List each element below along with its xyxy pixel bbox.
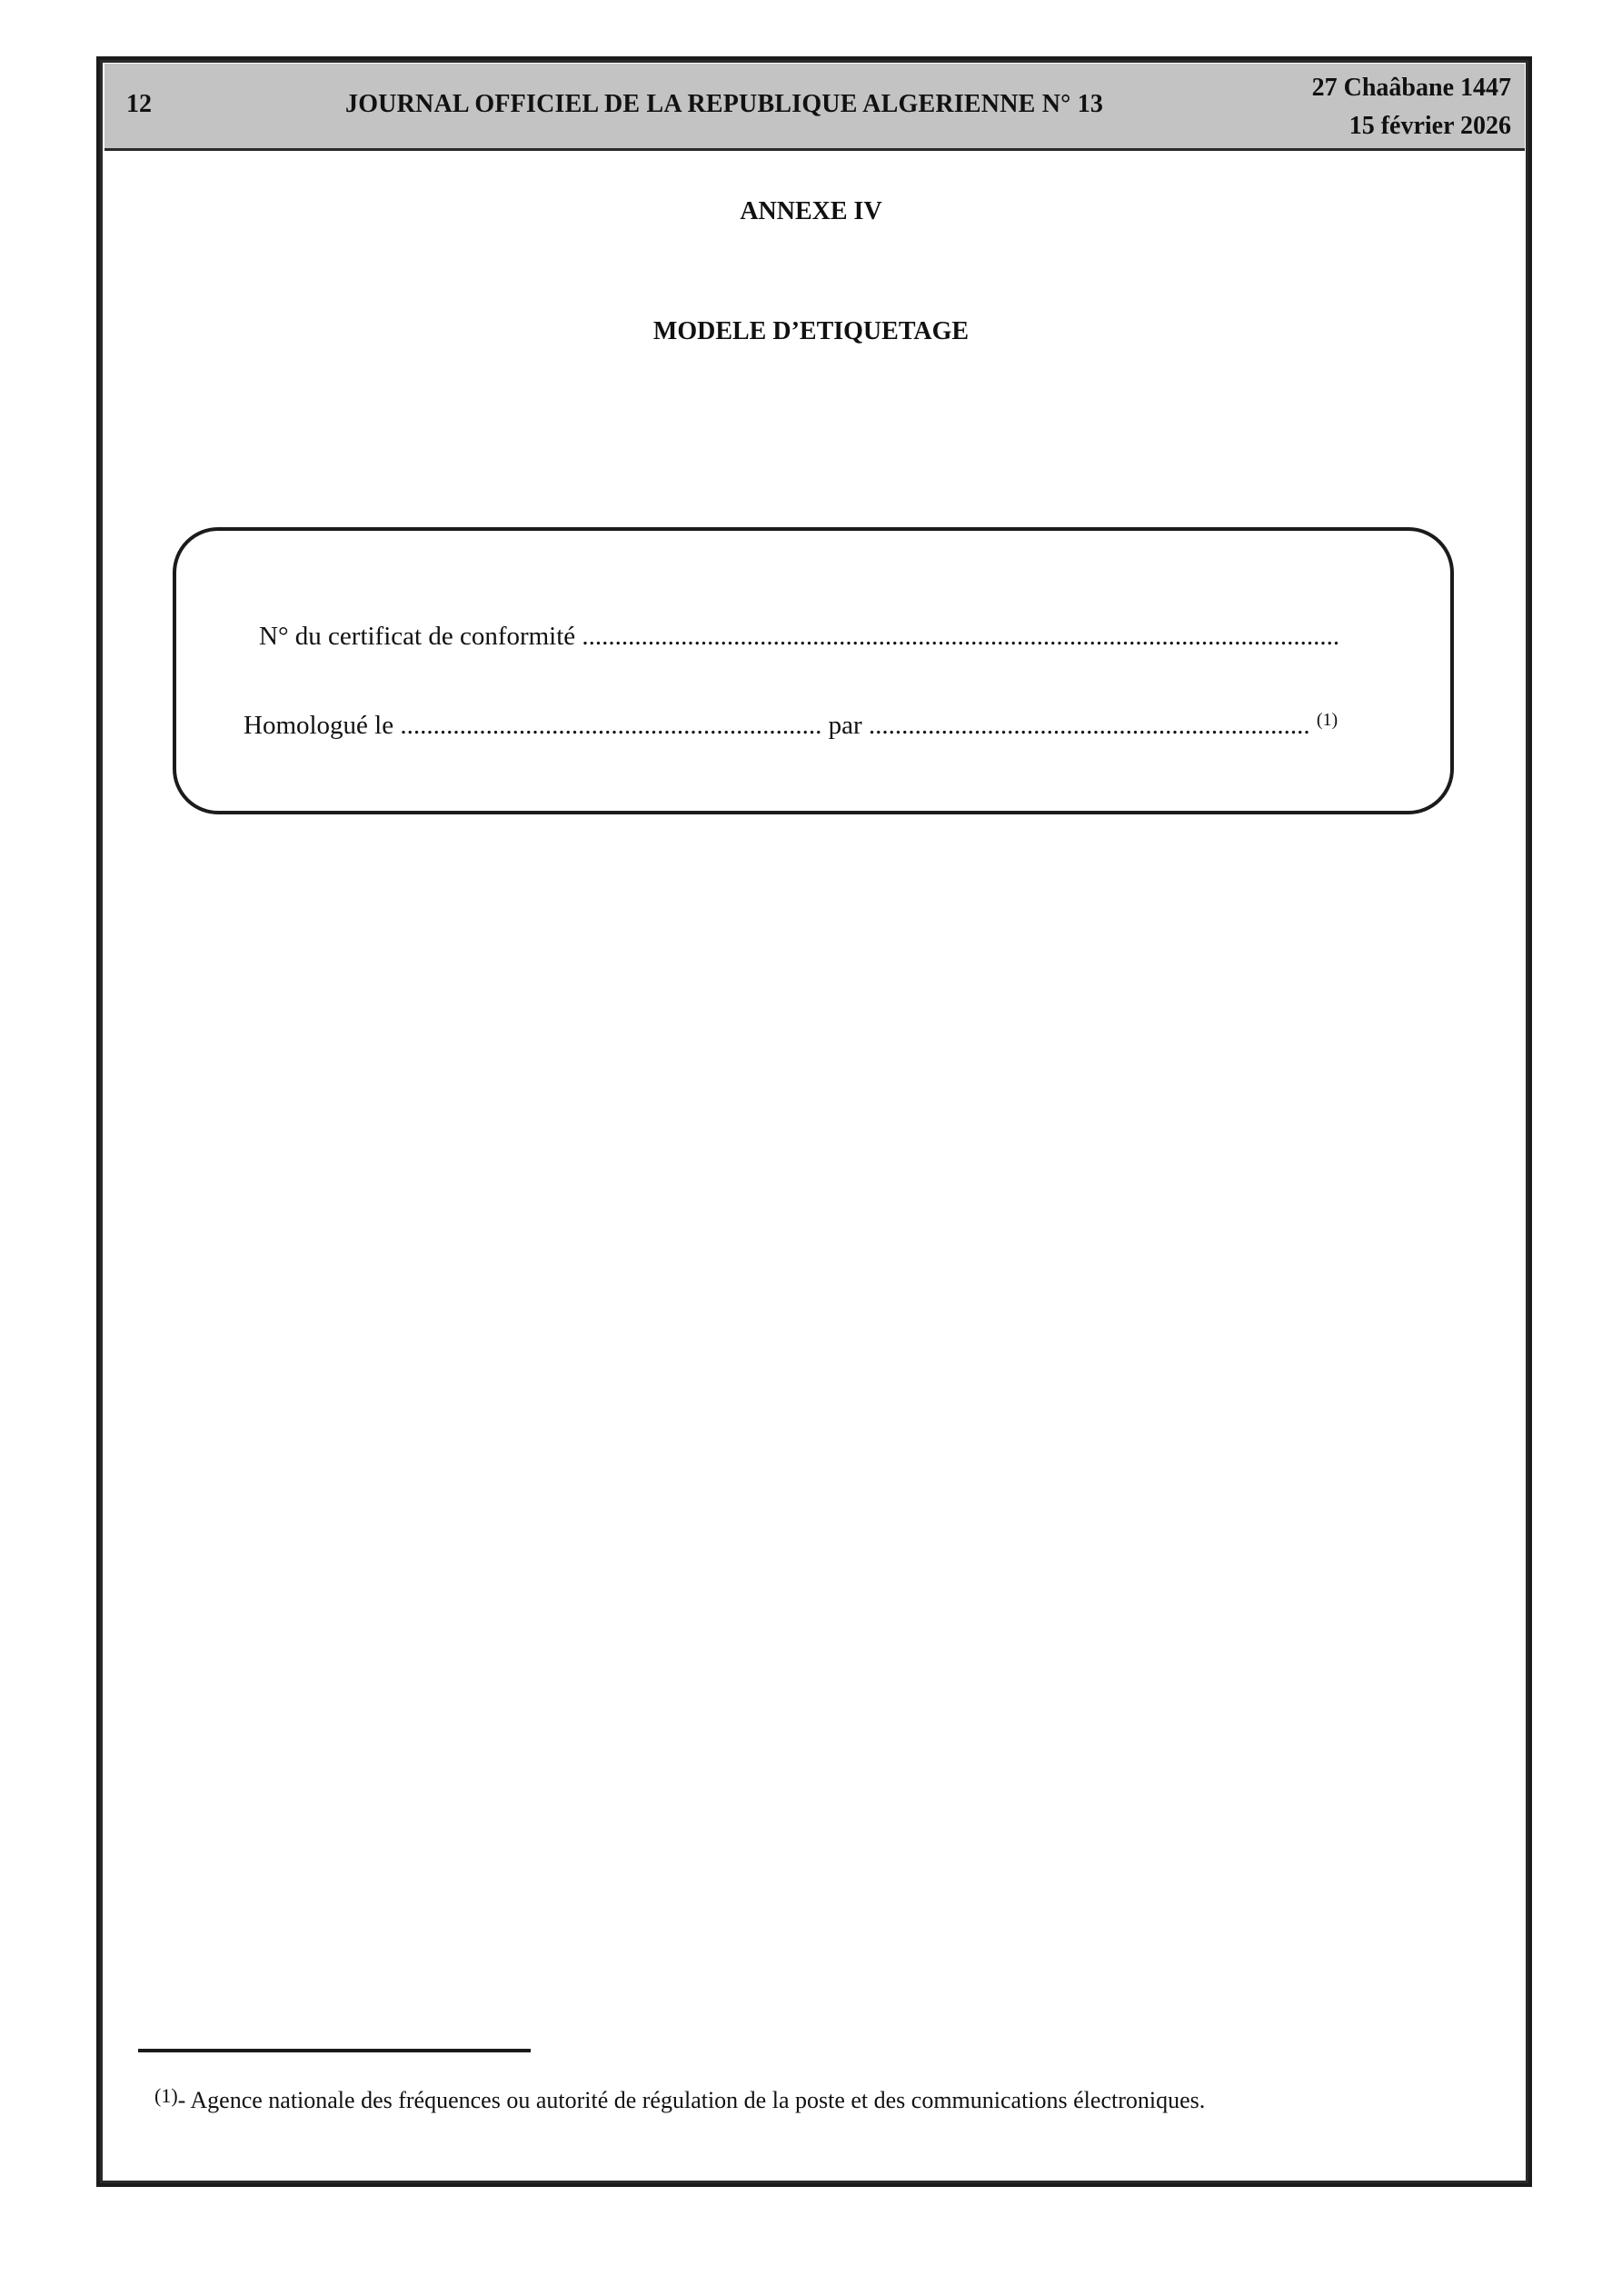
page-inner-border	[100, 60, 1528, 2183]
footnote-marker: (1)	[154, 2084, 178, 2107]
certificate-label: N° du certificat de conformité	[259, 622, 576, 651]
page-number: 12	[126, 90, 152, 118]
date-gregorian: 15 février 2026	[1348, 112, 1511, 140]
footnote-text: - Agence nationale des fréquences ou autorité de régulation de la poste et des communications électroniques.	[177, 2087, 1206, 2113]
note-reference: (1)	[1316, 710, 1338, 730]
labeling-model-box	[173, 527, 1454, 814]
by-dots: ...................................................................	[868, 711, 1310, 740]
certificate-dots: ...................................................................................................................	[582, 622, 1340, 651]
homologation-line	[244, 711, 1338, 741]
model-title: MODELE D’ETIQUETAGE	[652, 317, 970, 345]
date-hijri: 27 Chaâbane 1447	[1311, 74, 1511, 102]
annex-title: ANNEXE IV	[740, 197, 882, 225]
footnote	[154, 2084, 1206, 2114]
by-label: par	[828, 711, 862, 740]
journal-title: JOURNAL OFFICIEL DE LA REPUBLIQUE ALGERIENNE N° 13	[345, 90, 1104, 118]
header-date	[1312, 69, 1511, 145]
homologated-dots: ................................................................	[400, 711, 822, 740]
footnote-separator	[138, 2049, 531, 2052]
homologated-label: Homologué le	[244, 711, 394, 740]
certificate-line	[259, 622, 1339, 652]
